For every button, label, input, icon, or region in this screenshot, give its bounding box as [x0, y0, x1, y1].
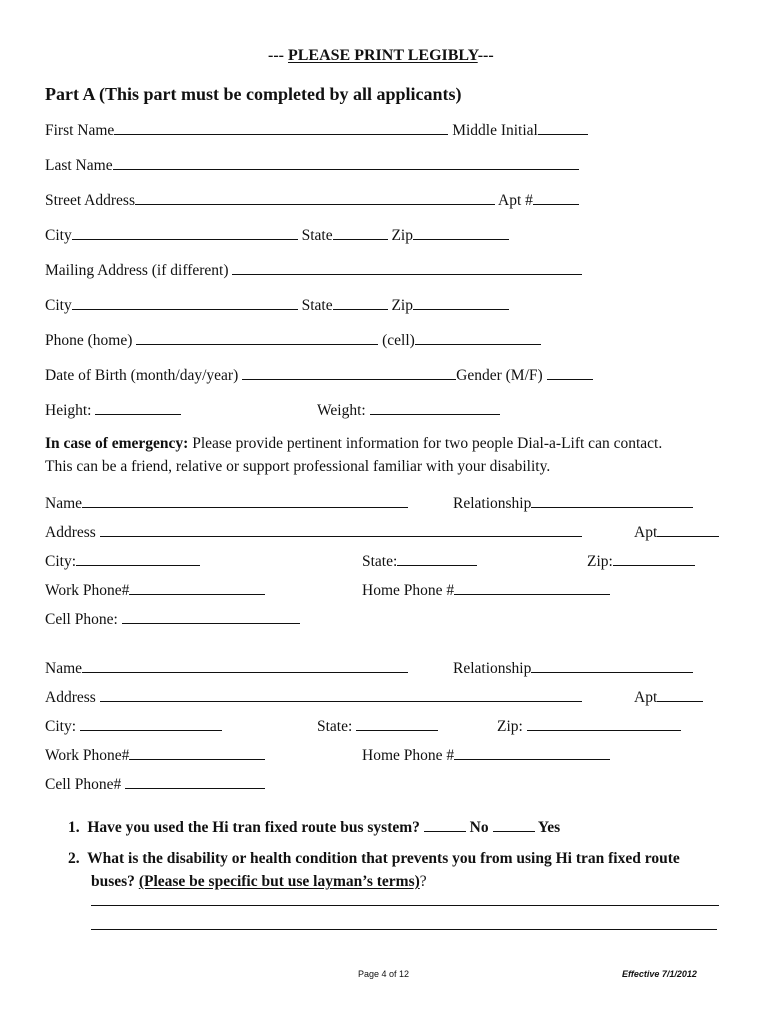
contact1-state-row [362, 551, 477, 571]
emergency-label: In case of emergency: [45, 435, 189, 452]
question-2-line-1 [68, 850, 680, 868]
contact1-apt-row [634, 522, 719, 542]
part-a-heading: Part A (This part must be completed by all applicants) [45, 84, 462, 104]
city-field[interactable] [72, 225, 298, 240]
phone-home-label: Phone (home) [45, 332, 133, 349]
gender-field[interactable] [547, 365, 593, 380]
contact2-work-phone-label: Work Phone# [45, 747, 130, 764]
question-2-text-2c: ? [419, 873, 427, 890]
contact2-address-field[interactable] [100, 687, 582, 702]
contact2-city-row [45, 716, 222, 736]
contact1-work-phone-row [45, 580, 265, 600]
first-name-label: First Name [45, 122, 115, 139]
contact2-relationship-label: Relationship [453, 660, 532, 677]
contact1-home-phone-label: Home Phone # [362, 582, 455, 599]
phone-cell-field[interactable] [415, 330, 541, 345]
phone-cell-label: (cell) [382, 332, 415, 349]
last-name-label: Last Name [45, 157, 113, 174]
middle-initial-label: Middle Initial [452, 122, 538, 139]
question-1-no-label: No [469, 819, 489, 836]
mailing-address-label: Mailing Address (if different) [45, 262, 229, 279]
header-title: PLEASE PRINT LEGIBLY [287, 47, 478, 64]
question-2-text-2a: buses? [91, 873, 135, 890]
question-1-yes-label: Yes [537, 819, 561, 836]
contact1-cell-phone-label: Cell Phone: [45, 611, 118, 628]
zip-field[interactable] [413, 225, 509, 240]
mailing-address-row [45, 260, 582, 280]
last-name-row [45, 155, 579, 175]
dob-label: Date of Birth (month/day/year) [45, 367, 239, 384]
mailing-address-field[interactable] [232, 260, 582, 275]
contact2-cell-phone-label: Cell Phone# [45, 776, 122, 793]
contact1-state-field[interactable] [397, 551, 477, 566]
height-label: Height: [45, 402, 92, 419]
contact1-address-label: Address [45, 524, 96, 541]
contact2-name-field[interactable] [82, 658, 408, 673]
phone-home-field[interactable] [136, 330, 378, 345]
contact2-cell-phone-row [45, 774, 265, 794]
contact2-apt-row [634, 687, 703, 707]
contact2-work-phone-field[interactable] [129, 745, 265, 760]
contact2-name-row [45, 658, 408, 678]
header-dashes-right: --- [477, 47, 494, 64]
contact1-home-phone-field[interactable] [454, 580, 610, 595]
header-dashes-left: --- [268, 47, 284, 64]
contact2-zip-field[interactable] [527, 716, 681, 731]
weight-label: Weight: [317, 402, 366, 419]
contact1-relationship-field[interactable] [531, 493, 693, 508]
street-address-field[interactable] [135, 190, 495, 205]
question-2-text-2b: (Please be specific but use layman’s terms) [138, 873, 420, 890]
question-2-answer-line-1[interactable] [91, 905, 719, 906]
contact1-relationship-row [453, 493, 693, 513]
mailing-state-field[interactable] [333, 295, 388, 310]
contact2-zip-label: Zip: [497, 718, 523, 735]
question-2-answer-line-2[interactable] [91, 929, 717, 930]
contact2-zip-row [497, 716, 681, 736]
contact1-name-field[interactable] [82, 493, 408, 508]
last-name-field[interactable] [113, 155, 579, 170]
question-1 [68, 817, 560, 837]
zip-label: Zip [391, 227, 413, 244]
contact2-city-field[interactable] [80, 716, 222, 731]
contact2-state-label: State: [317, 718, 353, 735]
question-1-no-field[interactable] [424, 817, 466, 832]
emergency-intro [45, 435, 662, 453]
contact1-cell-phone-row [45, 609, 300, 629]
contact1-apt-field[interactable] [657, 522, 719, 537]
city-label: City [45, 227, 72, 244]
contact1-cell-phone-field[interactable] [122, 609, 300, 624]
first-name-row [45, 120, 588, 140]
contact1-zip-row [587, 551, 695, 571]
first-name-field[interactable] [114, 120, 448, 135]
apt-field[interactable] [533, 190, 579, 205]
header-line [268, 47, 494, 65]
contact1-relationship-label: Relationship [453, 495, 532, 512]
contact1-address-row [45, 522, 582, 542]
contact1-home-phone-row [362, 580, 610, 600]
emergency-text-2: This can be a friend, relative or support professional familiar with your disability. [45, 458, 551, 475]
contact1-zip-label: Zip: [587, 553, 613, 570]
contact1-work-phone-label: Work Phone# [45, 582, 130, 599]
contact2-state-row [317, 716, 438, 736]
contact1-zip-field[interactable] [613, 551, 695, 566]
contact2-address-label: Address [45, 689, 96, 706]
contact2-apt-field[interactable] [657, 687, 703, 702]
dob-field[interactable] [242, 365, 456, 380]
contact2-name-label: Name [45, 660, 83, 677]
contact2-relationship-row [453, 658, 693, 678]
contact1-state-label: State: [362, 553, 398, 570]
street-address-label: Street Address [45, 192, 135, 209]
weight-row [317, 400, 500, 420]
contact2-apt-label: Apt [634, 689, 658, 706]
gender-label: Gender (M/F) [456, 367, 543, 384]
question-2-line-2 [91, 873, 427, 891]
weight-field[interactable] [370, 400, 500, 415]
question-1-yes-field[interactable] [493, 817, 535, 832]
middle-initial-field[interactable] [538, 120, 588, 135]
question-2-text-1: What is the disability or health condition that prevents you from using Hi tran fixed route [87, 850, 680, 867]
contact1-address-field[interactable] [100, 522, 582, 537]
mailing-city-label: City [45, 297, 72, 314]
contact2-address-row [45, 687, 582, 707]
question-2-number: 2. [68, 850, 80, 867]
contact2-cell-phone-field[interactable] [125, 774, 265, 789]
contact2-relationship-field[interactable] [531, 658, 693, 673]
contact1-city-row [45, 551, 200, 571]
contact1-name-row [45, 493, 408, 513]
question-1-text: Have you used the Hi tran fixed route bus system? [87, 819, 420, 836]
effective-date: Effective 7/1/2012 [622, 969, 697, 979]
contact2-city-label: City: [45, 718, 77, 735]
apt-label: Apt # [498, 192, 533, 209]
phone-row [45, 330, 541, 350]
street-address-row [45, 190, 579, 210]
contact2-home-phone-row [362, 745, 610, 765]
contact2-work-phone-row [45, 745, 265, 765]
question-1-number: 1. [68, 819, 80, 836]
contact1-city-label: City: [45, 553, 77, 570]
state-field[interactable] [333, 225, 388, 240]
state-label: State [301, 227, 333, 244]
mailing-city-field[interactable] [72, 295, 298, 310]
contact1-city-field[interactable] [76, 551, 200, 566]
height-field[interactable] [95, 400, 181, 415]
city-row [45, 225, 509, 245]
mailing-state-label: State [301, 297, 333, 314]
mailing-zip-label: Zip [391, 297, 413, 314]
emergency-text-1: Please provide pertinent information for two people Dial-a-Lift can contact. [188, 435, 663, 452]
contact1-name-label: Name [45, 495, 83, 512]
contact1-work-phone-field[interactable] [129, 580, 265, 595]
page-number: Page 4 of 12 [358, 969, 410, 979]
contact2-state-field[interactable] [356, 716, 438, 731]
contact2-home-phone-field[interactable] [454, 745, 610, 760]
height-row [45, 400, 181, 420]
mailing-city-row [45, 295, 509, 315]
contact1-apt-label: Apt [634, 524, 658, 541]
contact2-home-phone-label: Home Phone # [362, 747, 455, 764]
dob-row [45, 365, 593, 385]
mailing-zip-field[interactable] [413, 295, 509, 310]
